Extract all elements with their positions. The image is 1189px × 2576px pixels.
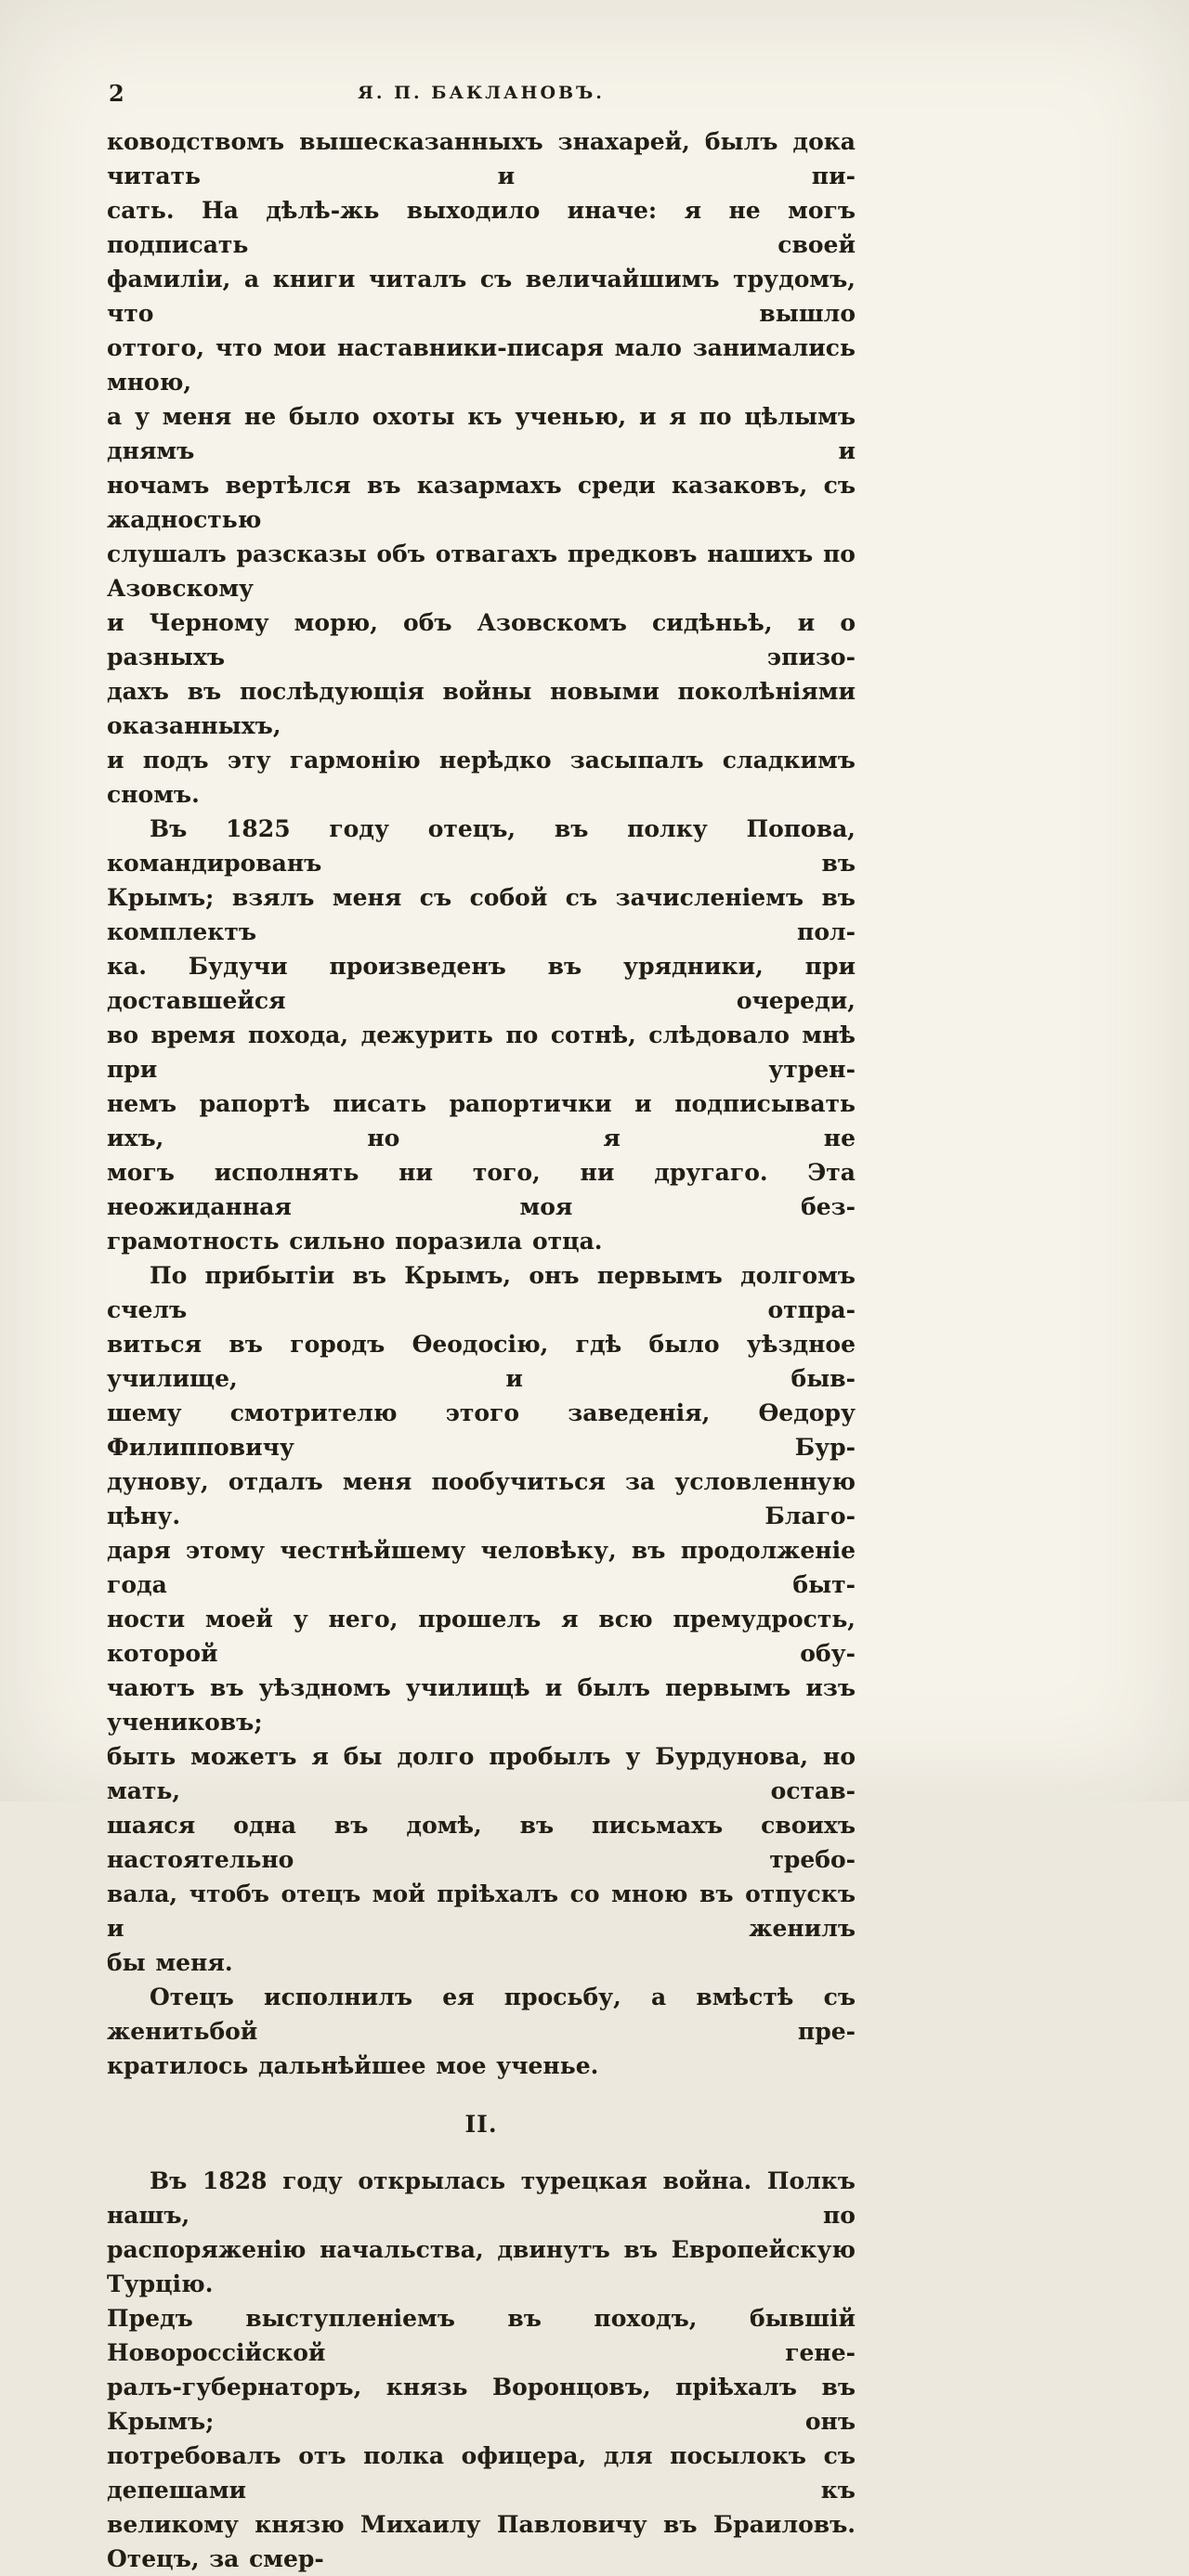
text-line: оттого, что мои наставники-писаря мало занимались мною, [107,334,856,396]
text-line: даря этому честнѣйшему человѣку, въ продолженіе года быт- [107,1537,856,1598]
text-line: сать. На дѣлѣ-жь выходило иначе: я не могъ подписать своей [107,197,856,258]
paragraph [107,124,856,812]
paragraph [107,812,856,1258]
text-line: слушалъ разсказы объ отвагахъ предковъ нашихъ по Азовскому [107,540,856,602]
text-line: ководствомъ вышесказанныхъ знахарей, былъ дока читать и пи- [107,128,856,189]
text-line: вала, чтобъ отецъ мой пріѣхалъ со мною въ отпускъ и женилъ [107,1880,856,1942]
text-line: шаяся одна въ домѣ, въ письмахъ своихъ настоятельно требо- [107,1812,856,1873]
text-line: быть можетъ я бы долго пробылъ у Бурдунова, но мать, остав- [107,1743,856,1804]
text-line: ночамъ вертѣлся въ казармахъ среди казаковъ, съ жадностью [107,472,856,533]
text-line: могъ исполнять ни того, ни другаго. Эта неожиданная моя без- [107,1159,856,1220]
text-line: кратилось дальнѣйшее мое ученье. [107,2052,599,2079]
text-line: дахъ въ послѣдующія войны новыми поколѣніями оказанныхъ, [107,678,856,739]
paragraph [107,2164,856,2576]
text-line: потребовалъ отъ полка офицера, для посылокъ съ депешами къ [107,2442,856,2504]
text-line: великому князю Михаилу Павловичу въ Браиловъ. Отецъ, за смер- [107,2511,856,2572]
text-line: Въ 1825 году отецъ, въ полку Попова, командированъ въ [107,815,856,877]
text-line: Крымъ; взялъ меня съ собой съ зачисленіемъ въ комплектъ пол- [107,884,856,945]
paragraph [107,1258,856,1980]
text-line: Предъ выступленіемъ въ походъ, бывшій Новороссійской гене- [107,2305,856,2366]
text-line: чаютъ въ уѣздномъ училищѣ и былъ первымъ изъ учениковъ; [107,1674,856,1736]
page-header [107,78,856,106]
text-line: Отецъ исполнилъ ея просьбу, а вмѣстѣ съ женитьбой пре- [107,1984,856,2045]
paragraph [107,1980,856,2083]
text-line: виться въ городъ Ѳеодосію, гдѣ было уѣздное училище, и быв- [107,1331,856,1392]
text-line: немъ рапортѣ писать рапортички и подписывать ихъ, но я не [107,1090,856,1151]
running-title: Я. П. БАКЛАНОВЪ. [358,83,605,103]
page-content [107,124,856,2576]
page-number: 2 [109,80,124,107]
text-line: дунову, отдалъ меня пообучиться за условленную цѣну. Благо- [107,1468,856,1529]
text-line: По прибытіи въ Крымъ, онъ первымъ долгомъ счелъ отпра- [107,1262,856,1323]
text-line: фамиліи, а книги читалъ съ величайшимъ трудомъ, что вышло [107,266,856,327]
text-line: а у меня не было охоты къ ученью, и я по цѣлымъ днямъ и [107,403,856,464]
section-heading: II. [464,2111,498,2138]
text-line: Въ 1828 году открылась турецкая война. Полкъ нашъ, по [107,2167,856,2229]
text-line: бы меня. [107,1949,233,1976]
text-line: распоряженію начальства, двинутъ въ Европейскую Турцію. [107,2236,856,2297]
text-line: шему смотрителю этого заведенія, Ѳедору Филипповичу Бур- [107,1399,856,1461]
text-line: ка. Будучи произведенъ въ урядники, при доставшейся очереди, [107,953,856,1014]
text-line: ности моей у него, прошелъ я всю премудрость, которой обу- [107,1606,856,1667]
text-line: и Черному морю, объ Азовскомъ сидѣньѣ, и о разныхъ эпизо- [107,609,856,670]
text-line: во время похода, дежурить по сотнѣ, слѣдовало мнѣ при утрен- [107,1021,856,1083]
text-line: и подъ эту гармонію нерѣдко засыпалъ сладкимъ сномъ. [107,747,856,808]
text-line: ралъ-губернаторъ, князь Воронцовъ, пріѣхалъ въ Крымъ; онъ [107,2374,856,2435]
text-line: грамотность сильно поразила отца. [107,1228,603,1255]
